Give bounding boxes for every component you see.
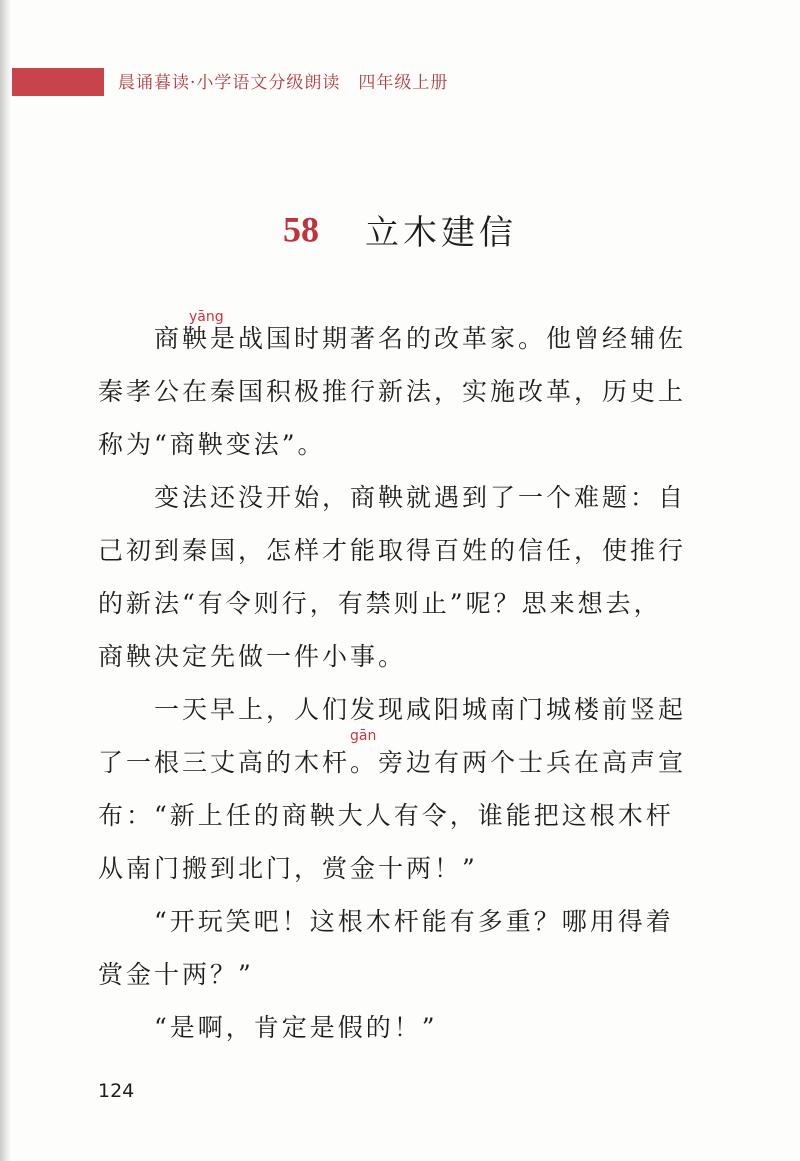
text-line: 商鞅是战国时期著名的改革家。他曾经辅佐 (98, 324, 687, 353)
text-line: 秦孝公在秦国积极推行新法，实施改革，历史上 (98, 377, 687, 406)
pinyin-annotation-gan: gān (350, 728, 377, 744)
text-line: 一天早上，人们发现咸阳城南门城楼前竖起 (98, 695, 687, 724)
page-number: 124 (98, 1080, 135, 1102)
text-line: 己初到秦国，怎样才能取得百姓的信任，使推行 (98, 536, 687, 565)
text-line: 商鞅决定先做一件小事。 (98, 642, 407, 671)
lesson-title-text: 立木建信 (365, 213, 517, 253)
text-line: 称为“商鞅变法”。 (98, 430, 326, 459)
book-spine-shadow (0, 0, 10, 1161)
text-line: 的新法“有令则行，有禁则止”呢？思来想去， (98, 589, 662, 618)
text-line: 赏金十两？” (98, 960, 254, 989)
header-series: 晨诵暮读·小学语文分级朗读 (118, 73, 341, 93)
lesson-title (0, 205, 800, 254)
text-line: 变法还没开始，商鞅就遇到了一个难题：自 (98, 483, 687, 512)
text-line: “开玩笑吧！这根木杆能有多重？哪用得着 (98, 907, 674, 936)
text-line: 了一根三丈高的木杆。旁边有两个士兵在高声宣 (98, 748, 687, 777)
lesson-number: 58 (283, 209, 319, 250)
running-header (118, 71, 448, 95)
text-line: “是啊，肯定是假的！” (98, 1013, 438, 1042)
text-line: 从南门搬到北门，赏金十两！” (98, 854, 478, 883)
text-line: 布：“新上任的商鞅大人有令，谁能把这根木杆 (98, 801, 674, 830)
pinyin-annotation-yang: yāng (189, 309, 224, 325)
header-volume: 四年级上册 (358, 73, 449, 93)
header-color-bar (12, 68, 104, 96)
